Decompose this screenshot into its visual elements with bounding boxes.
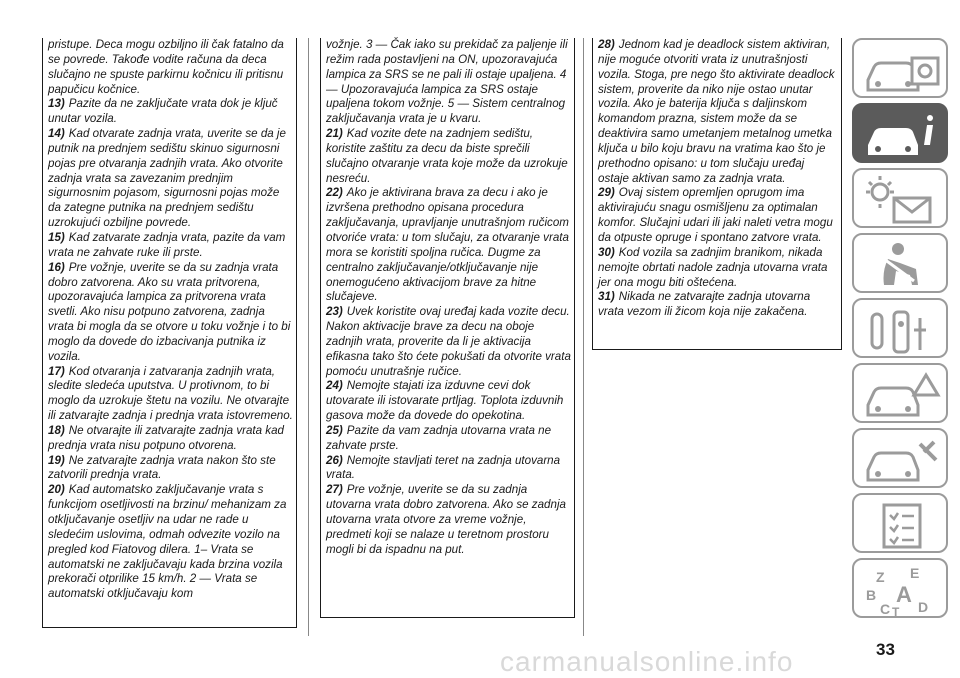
- warning-item-29: [598, 186, 838, 245]
- item-number: 16): [48, 260, 65, 274]
- item-text: Pre vožnje, uverite se da su zadnja vrata dobro zatvorena. Ako su vrata pritvorena, upozoravajuća lampica za pritvorena vrata svetli. Ako nisu potpuno zatvorena, zadnja vrata bi mogla da se otvore u toku vožnje i to bi moglo da dovede do izbacivanja putnika iz vozila.: [48, 260, 291, 363]
- car-info-icon: [854, 105, 950, 165]
- column-divider: [583, 38, 584, 636]
- warning-item-18: [48, 424, 293, 454]
- item-text: Kad otvarate zadnja vrata, uverite se da je putnik na prednjem sedištu skinuo sigurnosni pojas pre otvaranja zadnjih vrata. Ako otvorite zadnja vrata sa zavezanim prednjim sigurnosnim pojasom, sigurnosni pojas može da zategne putnika na prednjem sedištu uzrokujući ozbiljne povrede.: [48, 127, 286, 230]
- item-text: Pre vožnje, uverite se da su zadnja utovarna vrata dobro zatvorena. Ako se zadnja utovarna vrata otvore za vreme vožnje, predmeti koji se nalaze u teretnom prostoru mogli bi da ispadnu na put.: [326, 483, 566, 556]
- item-number: 31): [598, 290, 615, 304]
- item-text: Ne otvarajte ili zatvarajte zadnja vrata kad prednja vrata nisu potpuno otvorena.: [48, 423, 285, 452]
- watermark: carmanualsonline.info: [500, 646, 794, 677]
- tab-maintenance[interactable]: [852, 428, 948, 488]
- item-number: 29): [598, 186, 615, 200]
- technical-data-icon: [854, 495, 950, 555]
- airbag-seat-icon: [854, 235, 950, 295]
- item-text: Uvek koristite ovaj uređaj kada vozite decu. Nakon aktivacije brave za decu na oboje zadnjih vrata, proverite da li je aktivacija efikasna tako što ćete pokušati da otvorite vrata pomoću unutrašnje ručice.: [326, 305, 571, 378]
- warning-item-25: [326, 424, 571, 454]
- text-column-1: [42, 38, 297, 628]
- car-emergency-icon: [854, 365, 950, 425]
- item-text: Kad automatsko zaključavanje vrata s funkcijom osetljivosti na brzinu/ mehanizam za otključavanje osetljiv na udar ne rade u sledećim uslovima, odmah odvezite vozilo na pregled kod Fiatovog dilera. 1– Vrata se automatski ne zaključavaju kada brzina vozila prekorači otprilike 15 km/h. 2 — Vrata se automatski otključavaju kom: [48, 483, 287, 601]
- index-letter: B: [866, 587, 877, 603]
- alphabetical-index-icon: [854, 560, 950, 620]
- tab-warning-lights[interactable]: [852, 168, 948, 228]
- item-text: Ako je aktivirana brava za decu i ako je izvršena prethodno opisana procedura zaključavanja, upravljanje unutrašnjom ručicom otvoriće vrata: u tom slučaju, za otvaranje vrata mora se koristiti spoljna ručica. Dugme za centralno zaključavanje/otključavanje nije onemogućeno aktivacijom brave za hitne slučajeve.: [326, 186, 569, 304]
- warning-light-icon: [854, 170, 950, 230]
- item-number: 27): [326, 483, 343, 497]
- text-column-3: [592, 38, 842, 350]
- item-text: Ne zatvarajte zadnja vrata nakon što ste zatvorili prednja vrata.: [48, 453, 276, 482]
- tab-safety[interactable]: [852, 233, 948, 293]
- item-number: 30): [598, 245, 615, 259]
- warning-item-23: [326, 305, 571, 379]
- page-number: 33: [876, 640, 895, 659]
- item-text: Nemojte stavljati teret na zadnja utovarna vrata.: [326, 453, 561, 482]
- item-text: Kad zatvarate zadnja vrata, pazite da vam vrata ne zahvate ruke ili prste.: [48, 230, 286, 259]
- warning-item-31: [598, 290, 838, 320]
- tab-car-info[interactable]: [852, 103, 948, 163]
- warning-item-16: [48, 261, 293, 365]
- item-text: Pazite da vam zadnja utovarna vrata ne zahvate prste.: [326, 423, 552, 452]
- item-number: 21): [326, 127, 343, 141]
- item-text: Nemojte stajati iza izduvne cevi dok utovarate ili istovarate prtljag. Toplota izduvnih gasova može da dovede do opekotina.: [326, 379, 564, 423]
- warning-item-22: [326, 186, 571, 305]
- warning-item-20: [48, 483, 293, 602]
- continuation-paragraph: pristupe. Deca mogu ozbiljno ili čak fatalno da se povrede. Takođe vodite računa da deca slučajno ne spuste parkirnu kočnicu ili pritisnu papučicu kočnice.: [48, 38, 284, 96]
- tab-starting-driving[interactable]: [852, 298, 948, 358]
- item-number: 22): [326, 186, 343, 200]
- item-number: 28): [598, 38, 615, 51]
- item-text: Kad vozite dete na zadnjem sedištu, koristite zaštitu za decu da biste sprečili slučajno otvaranje vrata koje može da uzrokuje nesreću.: [326, 127, 568, 185]
- item-number: 20): [48, 483, 65, 497]
- tab-technical-data[interactable]: [852, 493, 948, 553]
- item-number: 25): [326, 423, 343, 437]
- car-maintenance-icon: [854, 430, 950, 490]
- tab-alphabetical-index[interactable]: [852, 558, 948, 618]
- item-number: 23): [326, 305, 343, 319]
- item-number: 26): [326, 453, 343, 467]
- item-text: Kod otvaranja i zatvaranja zadnjih vrata, sledite sledeća uputstva. U protivnom, to bi moglo da uzrokuje štetu na vozilu. Ne otvarajte ili zatvarajte zadnja i prednja vrata istovremeno.: [48, 364, 293, 423]
- index-letter: A: [896, 582, 912, 607]
- warning-item-21: [326, 127, 571, 186]
- index-letter: Z: [876, 569, 885, 585]
- item-number: 18): [48, 423, 65, 437]
- index-letter: C: [880, 601, 891, 617]
- warning-item-15: [48, 231, 293, 261]
- item-number: 19): [48, 453, 65, 467]
- item-text: Nikada ne zatvarajte zadnja utovarna vrata vezom ili žicom koja nije zakačena.: [598, 290, 811, 319]
- tab-car-dashboard[interactable]: [852, 38, 948, 98]
- item-number: 15): [48, 230, 65, 244]
- warning-item-30: [598, 246, 838, 291]
- car-dashboard-icon: [854, 40, 950, 100]
- warning-item-28: [598, 38, 838, 186]
- warning-item-24: [326, 379, 571, 424]
- text-column-2: [320, 38, 575, 618]
- item-text: Pazite da ne zaključate vrata dok je ključ unutar vozila.: [48, 97, 278, 126]
- index-letter: E: [910, 565, 920, 581]
- index-letter: T: [892, 605, 900, 619]
- continuation-paragraph: vožnje. 3 — Čak iako su prekidač za paljenje ili režim rada postavljeni na ON, upozoravajuća lampica za SRS se ne pali ili ostaje upaljena. 4 — Upozoravajuća lampica za SRS ostaje upaljena tokom vožnje. 5 — Sistem centralnog zaključavanja vrata je u kvaru.: [326, 38, 568, 126]
- column-divider: [308, 38, 309, 636]
- index-letter: D: [918, 599, 929, 615]
- item-text: Jednom kad je deadlock sistem aktiviran, nije moguće otvoriti vrata iz unutrašnjosti vozila. Stoga, pre nego što aktivirate deadlock sistem, proverite da niko nije ostao unutar vozila. Ako je baterija ključa s daljinskom komandom prazna, sistem može da se deaktivira samo umetanjem metalnog umetka ključa u bilo koju bravu na vratima kao što je prethodno opisano: u tom slučaju uređaj ostaje aktivan samo za zadnja vrata.: [598, 38, 835, 185]
- warning-item-26: [326, 454, 571, 484]
- item-text: Ovaj sistem opremljen oprugom ima aktivirajuću snagu osmišljenu za optimalan komfor. Slučajni udari ili jaki naleti vetra mogu da otpuste opruge i spontano zatvore vrata.: [598, 186, 833, 244]
- item-text: Kod vozila sa zadnjim branikom, nikada nemojte obrtati nadole zadnja utovarna vrata jer ona mogu biti oštećena.: [598, 245, 828, 289]
- item-number: 13): [48, 97, 65, 111]
- warning-item-17: [48, 365, 293, 424]
- warning-item-13: [48, 97, 293, 127]
- warning-item-27: [326, 483, 571, 557]
- item-number: 14): [48, 127, 65, 141]
- item-number: 17): [48, 364, 65, 378]
- warning-item-19: [48, 454, 293, 484]
- warning-item-14: [48, 127, 293, 231]
- item-number: 24): [326, 379, 343, 393]
- tab-emergency[interactable]: [852, 363, 948, 423]
- starting-driving-icon: [854, 300, 950, 360]
